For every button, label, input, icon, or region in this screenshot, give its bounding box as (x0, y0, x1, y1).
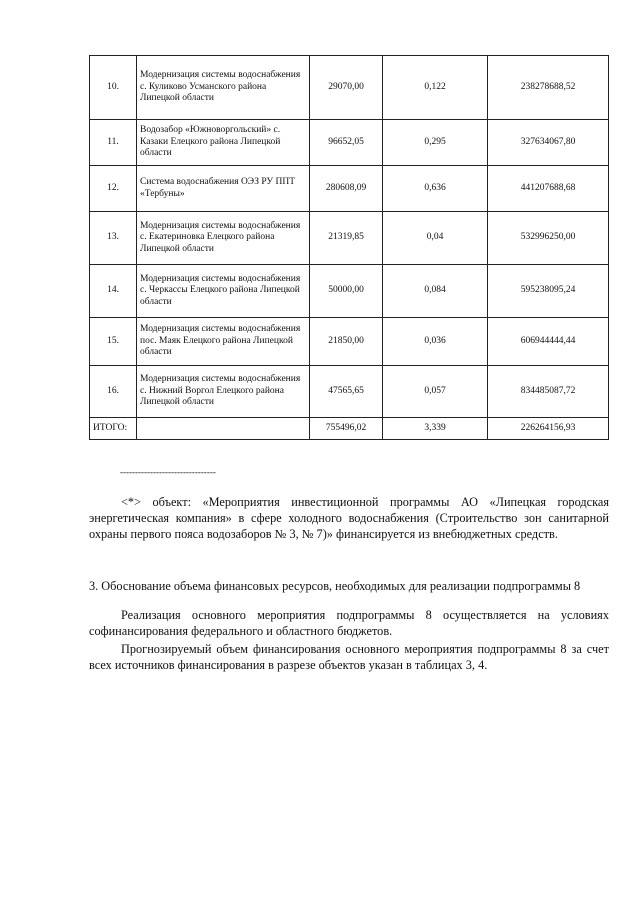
row-number: 11. (90, 120, 137, 166)
row-col3: 96652,05 (310, 120, 383, 166)
paragraph-1: Реализация основного мероприятия подпрограммы 8 осуществляется на условиях софинансирования федерального и областного бюджетов. (89, 608, 609, 638)
section-heading: 3. Обоснование объема финансовых ресурсов, необходимых для реализации подпрограммы 8 (89, 579, 581, 593)
row-col5: 327634067,80 (488, 120, 609, 166)
row-number: 12. (90, 166, 137, 212)
row-col4: 0,04 (383, 212, 488, 265)
total-col3: 755496,02 (310, 418, 383, 440)
paragraph-2: Прогнозируемый объем финансирования основного мероприятия подпрограммы 8 за счет всех источников финансирования в разрезе объектов указан в таблицах 3, 4. (89, 642, 609, 672)
object-name: Модернизация системы водоснабжения с. Черкассы Елецкого района Липецкой области (137, 265, 310, 318)
row-col4: 0,057 (383, 366, 488, 418)
row-col3: 50000,00 (310, 265, 383, 318)
row-col4: 0,084 (383, 265, 488, 318)
row-col5: 606944444,44 (488, 318, 609, 366)
total-empty-cell (137, 418, 310, 440)
row-col3: 47565,65 (310, 366, 383, 418)
table-row (90, 318, 609, 366)
row-col3: 21850,00 (310, 318, 383, 366)
row-number: 13. (90, 212, 137, 265)
object-name: Модернизация системы водоснабжения с. Куликово Усманского района Липецкой области (137, 56, 310, 120)
total-col4: 3,339 (383, 418, 488, 440)
row-col4: 0,295 (383, 120, 488, 166)
row-col5: 532996250,00 (488, 212, 609, 265)
table-row (90, 120, 609, 166)
table-row (90, 166, 609, 212)
row-col3: 29070,00 (310, 56, 383, 120)
row-col4: 0,636 (383, 166, 488, 212)
row-number: 15. (90, 318, 137, 366)
table-row (90, 366, 609, 418)
table-row (90, 56, 609, 120)
footnote-separator: -------------------------------- (120, 467, 216, 477)
row-col5: 834485087,72 (488, 366, 609, 418)
object-name: Модернизация системы водоснабжения пос. Маяк Елецкого района Липецкой области (137, 318, 310, 366)
object-name: Модернизация системы водоснабжения с. Нижний Воргол Елецкого района Липецкой области (137, 366, 310, 418)
table-row (90, 265, 609, 318)
table-body (90, 56, 609, 440)
footnote-text: <*> объект: «Мероприятия инвестиционной программы АО «Липецкая городская энергетическая компания» в сфере холодного водоснабжения (Строительство зон санитарной охраны первого пояса водозаборов № 3, № 7)» финансируется из внебюджетных средств. (89, 495, 609, 541)
row-col3: 21319,85 (310, 212, 383, 265)
table-row (90, 212, 609, 265)
row-col4: 0,036 (383, 318, 488, 366)
financing-table (89, 55, 609, 440)
row-col4: 0,122 (383, 56, 488, 120)
row-number: 10. (90, 56, 137, 120)
row-col5: 238278688,52 (488, 56, 609, 120)
total-label: ИТОГО: (90, 418, 137, 440)
object-name: Система водоснабжения ОЭЗ РУ ППТ «Тербуны» (137, 166, 310, 212)
row-col5: 441207688,68 (488, 166, 609, 212)
row-number: 16. (90, 366, 137, 418)
row-number: 14. (90, 265, 137, 318)
object-name: Модернизация системы водоснабжения с. Екатериновка Елецкого района Липецкой области (137, 212, 310, 265)
object-name: Водозабор «Южноворгольский» с. Казаки Елецкого района Липецкой области (137, 120, 310, 166)
table-row-total (90, 418, 609, 440)
row-col3: 280608,09 (310, 166, 383, 212)
row-col5: 595238095,24 (488, 265, 609, 318)
total-col5: 226264156,93 (488, 418, 609, 440)
